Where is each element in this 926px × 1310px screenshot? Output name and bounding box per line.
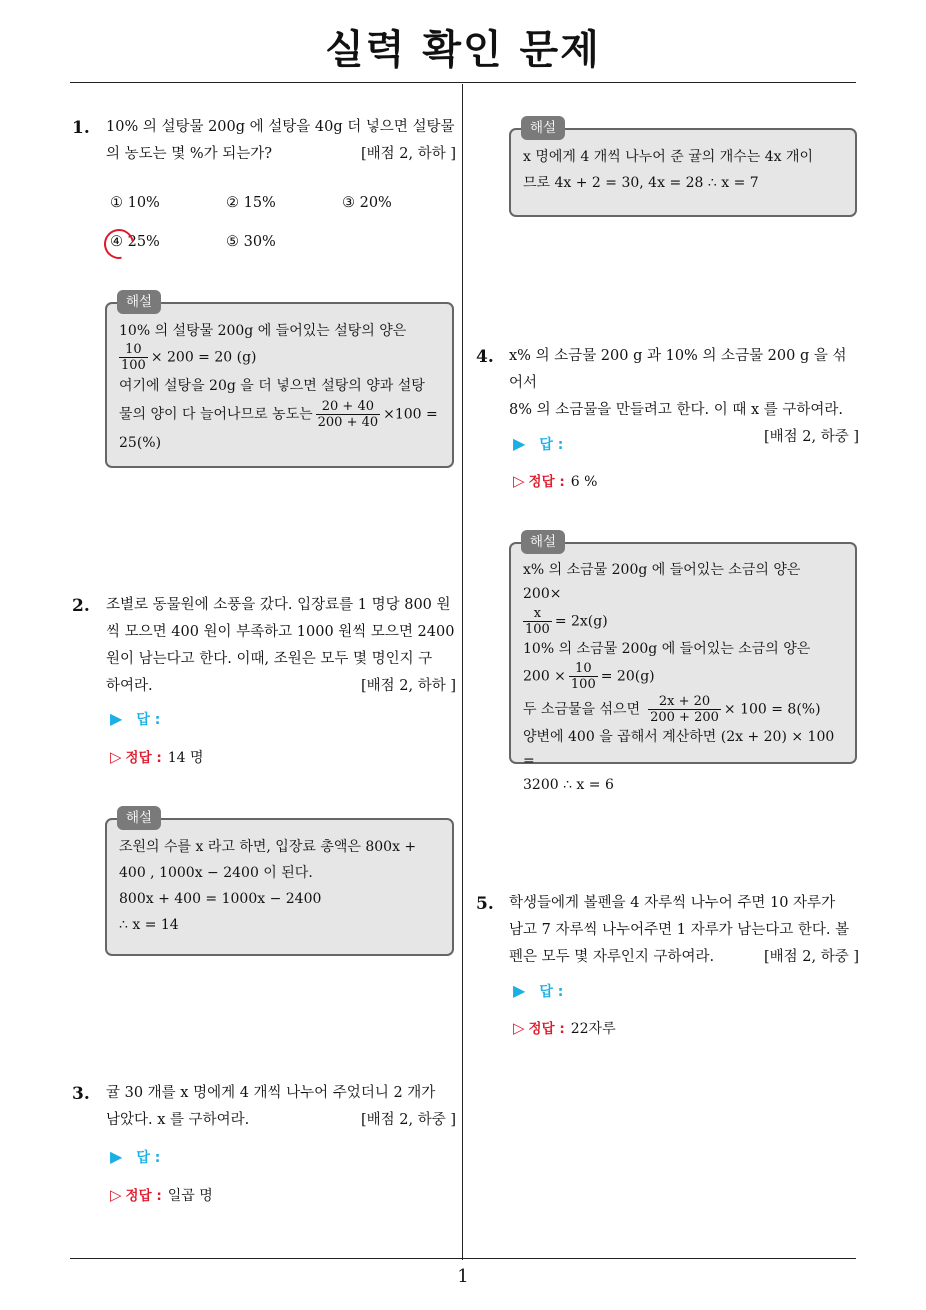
outline-triangle-icon: ▷ (110, 1186, 122, 1204)
correct-value: 일곱 명 (167, 1188, 213, 1204)
explanation-line: × 100 = 8(%) (723, 701, 821, 718)
question-text: 씩 모으면 400 원이 부족하고 1000 원씩 모으면 2400 (106, 624, 455, 640)
correct-label: 정답 : (125, 750, 162, 766)
explanation-line: ×100 = (383, 406, 438, 423)
answer-label: 답 : (136, 1150, 161, 1166)
explanation-line: 두 소금물을 섞으면 (523, 701, 641, 718)
explanation-box (105, 294, 454, 468)
answer-field[interactable] (110, 709, 160, 729)
correct-value: 6 % (570, 474, 598, 490)
explanation-tag: 해설 (521, 116, 565, 140)
question-number: 4. (476, 347, 494, 367)
correct-label: 정답 : (125, 1188, 162, 1204)
explanation-line: = 20(g) (600, 668, 655, 685)
explanation-line: x% 의 소금물 200g 에 들어있는 소금의 양은 200× (523, 562, 801, 602)
fraction: $\frac{10}{100}$ (570, 661, 596, 692)
question-meta: [배점 2, 하중 ] (763, 949, 859, 965)
header-rule (70, 82, 856, 83)
explanation-line: 25(%) (119, 435, 162, 451)
footer-rule (70, 1258, 856, 1259)
explanation-line: 10% 의 소금물 200g 에 들어있는 소금의 양은 (523, 641, 811, 657)
question-1 (106, 114, 456, 168)
correct-label: 정답 : (528, 1021, 565, 1037)
question-text: 남고 7 자루씩 나누어주면 1 자루가 남는다고 한다. 볼 (509, 922, 850, 938)
explanation-line: 조원의 수를 x 라고 하면, 입장료 총액은 800x + (119, 839, 417, 855)
question-meta: [배점 2, 하중 ] (360, 1112, 456, 1128)
explanation-line: 3200 ∴ x = 6 (523, 777, 614, 793)
explanation-box (105, 810, 454, 956)
fraction: $\frac{10}{100}$ (121, 342, 146, 373)
question-meta: [배점 2, 하중 ] (763, 429, 859, 445)
question-text: 귤 30 개를 x 명에게 4 개씩 나누어 주었더니 2 개가 (106, 1085, 436, 1101)
choice-4[interactable]: ④ 25% (110, 234, 160, 250)
fraction: $\frac{2x + 20}{200 + 200}$ (650, 694, 719, 725)
answer-label: 답 : (539, 437, 564, 453)
outline-triangle-icon: ▷ (513, 1019, 525, 1037)
question-text: 조별로 동물원에 소풍을 갔다. 입장료를 1 명당 800 원 (106, 597, 451, 613)
explanation-line: 여기에 설탕을 20g 을 더 넣으면 설탕의 양과 설탕 (119, 378, 425, 394)
explanation-tag: 해설 (117, 806, 161, 830)
correct-answer (110, 746, 204, 767)
answer-field[interactable] (110, 1147, 160, 1167)
column-divider (462, 84, 463, 1260)
choice-3[interactable]: ③ 20% (342, 195, 392, 211)
explanation-tag: 해설 (117, 290, 161, 314)
correct-answer (513, 1017, 616, 1038)
question-text: 8% 의 소금물을 만들려고 한다. 이 때 x 를 구하여라. (509, 402, 844, 418)
choice-1[interactable]: ① 10% (110, 195, 160, 211)
question-text: 학생들에게 볼펜을 4 자루씩 나누어 주면 10 자루가 (509, 895, 836, 911)
answer-field[interactable] (513, 434, 563, 454)
correct-value: 22자루 (570, 1021, 616, 1037)
explanation-line: x 명에게 4 개씩 나누어 준 귤의 개수는 4x 개이 (523, 149, 814, 165)
explanation-line: ∴ x = 14 (119, 917, 179, 933)
play-icon: ▶ (513, 981, 526, 1000)
explanation-line: 400 , 1000x − 2400 이 된다. (119, 865, 313, 881)
explanation-line: 800x + 400 = 1000x − 2400 (119, 891, 322, 907)
question-5 (509, 890, 859, 971)
explanation-line: = 2x(g) (554, 613, 608, 630)
play-icon: ▶ (110, 709, 123, 728)
explanation-line: 200 × (523, 668, 566, 685)
choice-5[interactable]: ⑤ 30% (226, 234, 276, 250)
question-number: 3. (72, 1084, 90, 1104)
question-number: 5. (476, 894, 494, 914)
question-2 (106, 592, 456, 700)
answer-field[interactable] (513, 981, 563, 1001)
question-3 (106, 1080, 456, 1134)
page-title: 실력 확인 문제 (325, 27, 601, 73)
explanation-line: 양변에 400 을 곱해서 계산하면 (2x + 20) × 100 = (523, 729, 835, 769)
explanation-line: × 200 = 20 (g) (150, 349, 257, 366)
question-text: 10% 의 설탕물 200g 에 설탕을 40g 더 넣으면 설탕물 (106, 119, 455, 135)
play-icon: ▶ (110, 1147, 123, 1166)
play-icon: ▶ (513, 434, 526, 453)
explanation-box (509, 120, 857, 217)
fraction: $\frac{20 + 40}{200 + 40}$ (317, 399, 379, 430)
answer-label: 답 : (539, 984, 564, 1000)
correct-answer (110, 1184, 213, 1205)
question-number: 2. (72, 596, 90, 616)
correct-value: 14 명 (167, 750, 204, 766)
page-number: 1 (457, 1266, 469, 1287)
answer-label: 답 : (136, 712, 161, 728)
choice-2[interactable]: ② 15% (226, 195, 276, 211)
question-text: 남았다. x 를 구하여라. (106, 1112, 250, 1128)
explanation-line: 물의 양이 다 늘어나므로 농도는 (119, 406, 313, 423)
question-meta: [배점 2, 하하 ] (360, 146, 456, 162)
fraction: $\frac{x}{100}$ (525, 606, 550, 637)
explanation-line: 10% 의 설탕물 200g 에 들어있는 설탕의 양은 (119, 323, 407, 339)
question-text: 의 농도는 몇 %가 되는가? (106, 146, 273, 162)
question-number: 1. (72, 118, 90, 138)
correct-answer (513, 470, 597, 490)
selected-choice-mark (98, 223, 140, 265)
question-meta: [배점 2, 하하 ] (360, 678, 456, 694)
explanation-box (509, 534, 857, 793)
question-text: 펜은 모두 몇 자루인지 구하여라. (509, 949, 715, 965)
correct-label: 정답 : (528, 474, 565, 490)
explanation-line: 므로 4x + 2 = 30, 4x = 28 ∴ x = 7 (523, 175, 759, 191)
question-text: 원이 남는다고 한다. 이때, 조원은 모두 몇 명인지 구 (106, 651, 433, 667)
outline-triangle-icon: ▷ (513, 472, 525, 490)
question-text: x% 의 소금물 200 g 과 10% 의 소금물 200 g 을 섞어서 (509, 348, 847, 391)
explanation-tag: 해설 (521, 530, 565, 554)
question-text: 하여라. (106, 678, 153, 694)
outline-triangle-icon: ▷ (110, 748, 122, 766)
